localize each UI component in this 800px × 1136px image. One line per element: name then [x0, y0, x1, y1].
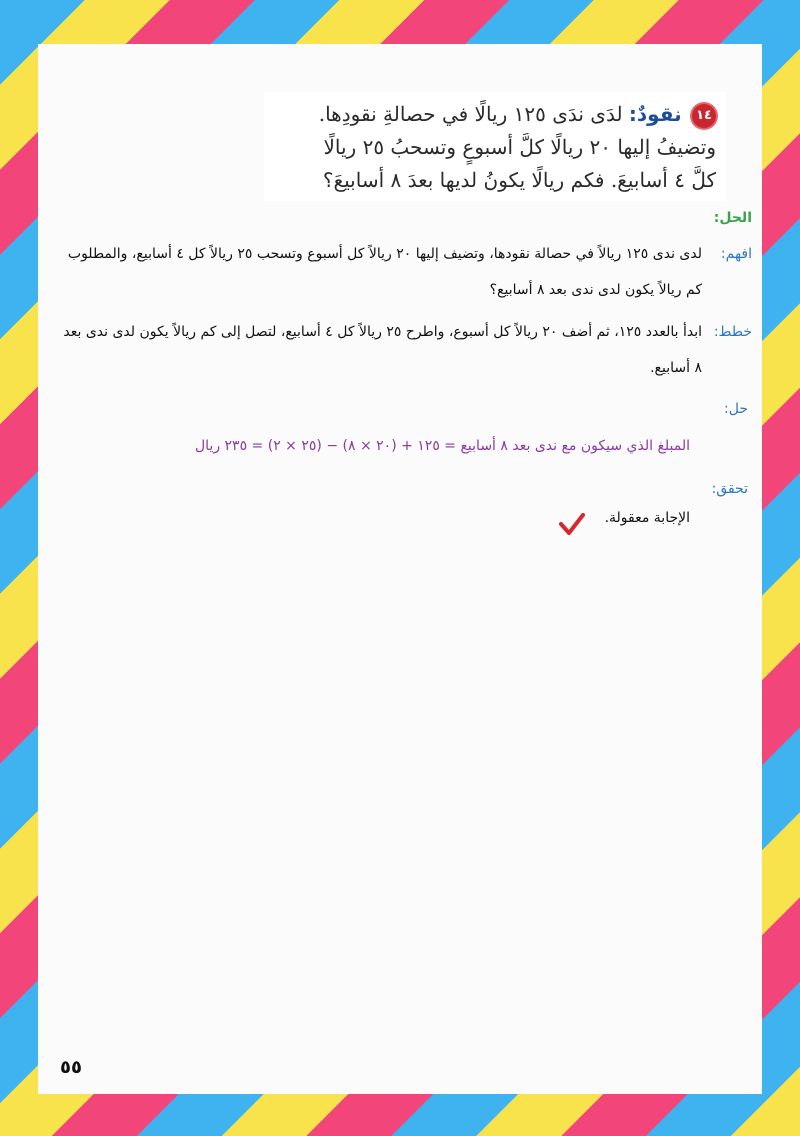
plan-label: خطط:	[713, 324, 752, 340]
problem-topic: نقودٌ:	[628, 102, 682, 126]
content-page	[38, 44, 762, 1094]
check-label: تحقق:	[711, 481, 748, 497]
understand-label: افهم:	[720, 246, 752, 262]
plan-text: ابدأ بالعدد ١٢٥، ثم أضف ٢٠ ريالاً كل أسبوع، واطرح ٢٥ ريالاً كل ٤ أسابيع، لتصل إلى كم ريالاً يكون لدى ندى بعد ٨ أسابيع.	[63, 324, 702, 376]
page-number: ٥٥	[60, 1057, 82, 1078]
solve-equation: المبلغ الذي سيكون مع ندى بعد ٨ أسابيع = ١٢٥ + (٢٠ × ٨) − (٢٥ × ٢) = ٢٣٥ ريال	[194, 438, 690, 454]
problem-text-1: لدَى ندَى ١٢٥ ريالًا في حصالةِ نقودِها.	[318, 102, 623, 126]
solution-heading: الحل:	[713, 210, 752, 226]
understand-section	[62, 236, 752, 308]
problem-text-2: وتضيفُ إليها ٢٠ ريالًا كلَّ أسبوعٍ وتسحبُ ٢٥ ريالًا	[323, 135, 716, 159]
problem-box	[264, 92, 726, 201]
checkmark-icon	[558, 510, 586, 538]
understand-text: لدى ندى ١٢٥ ريالاً في حصالة نقودها، وتضيف إليها ٢٠ ريالاً كل أسبوع وتسحب ٢٥ ريالاً كل ٤ أسابيع، والمطلوب كم ريالاً يكون لدى ندى بعد ٨ أسابيع؟	[67, 246, 702, 298]
solve-label: حل:	[724, 401, 748, 417]
plan-section	[62, 314, 752, 386]
check-text: الإجابة معقولة.	[604, 510, 690, 526]
problem-line-1	[270, 98, 716, 131]
problem-number-badge: ١٤	[692, 104, 716, 128]
problem-text-3: كلَّ ٤ أسابيعَ. فكم ريالًا يكونُ لديها بعدَ ٨ أسابيعَ؟	[322, 168, 716, 192]
